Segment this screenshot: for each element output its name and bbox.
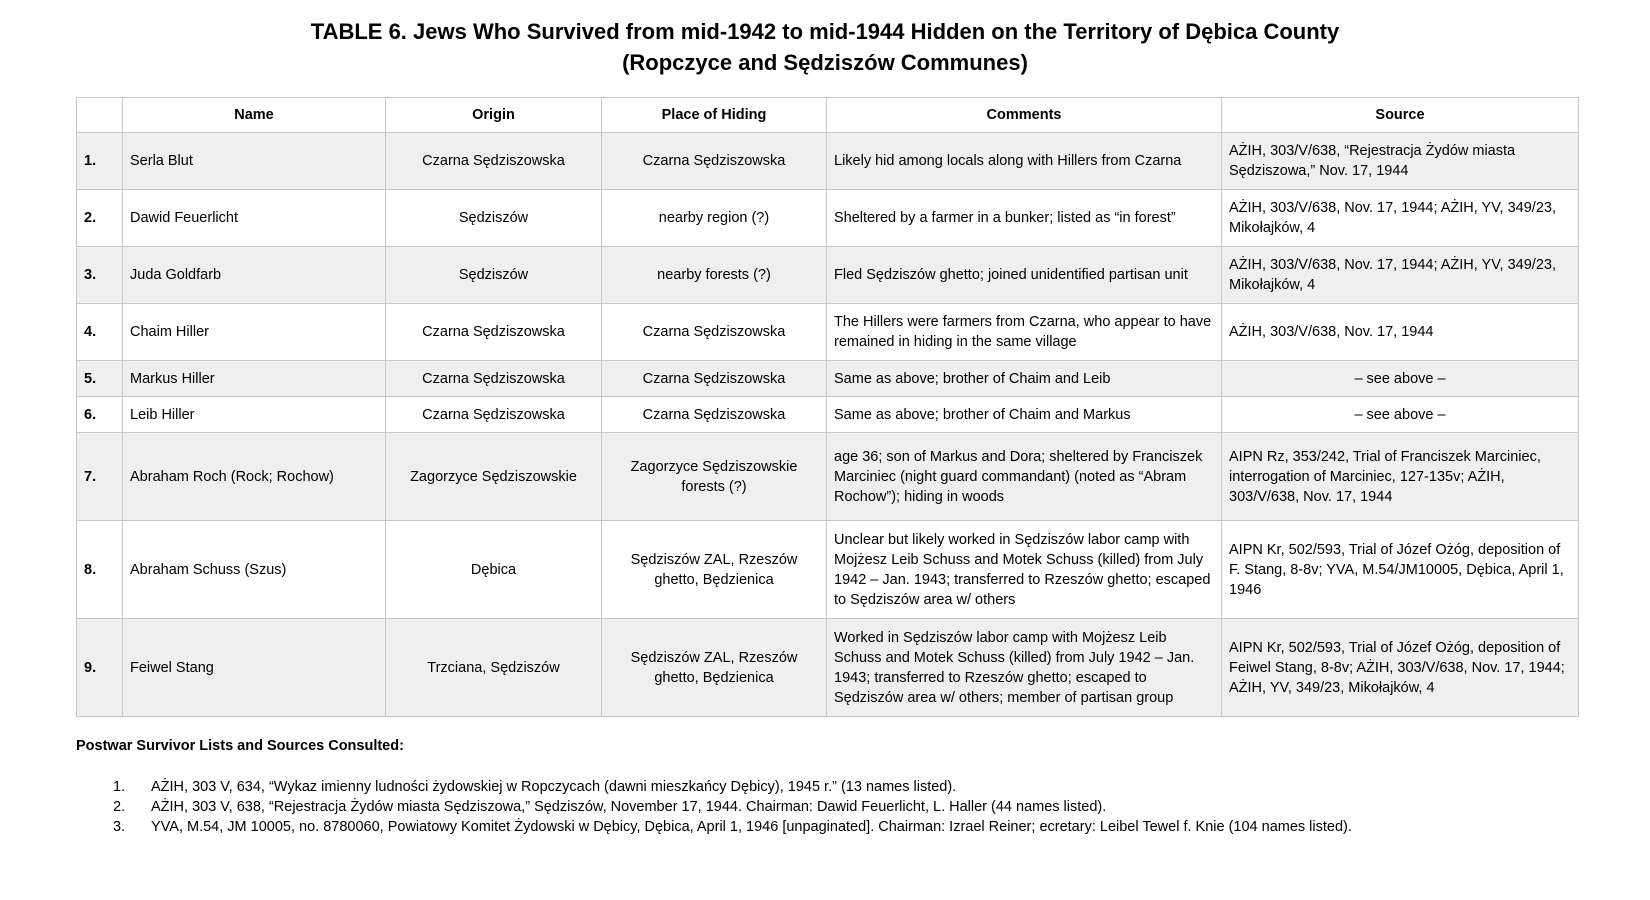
row-name: Juda Goldfarb: [123, 247, 386, 304]
row-place-of-hiding: Czarna Sędziszowska: [602, 133, 827, 190]
row-source: AŻIH, 303/V/638, Nov. 17, 1944: [1222, 304, 1579, 361]
row-source: – see above –: [1222, 397, 1579, 433]
row-origin: Zagorzyce Sędziszowskie: [386, 433, 602, 521]
list-item: [76, 797, 1576, 817]
row-origin: Dębica: [386, 521, 602, 619]
row-name: Dawid Feuerlicht: [123, 190, 386, 247]
title-line-2: (Ropczyce and Sędziszów Communes): [622, 50, 1028, 75]
row-number: 6.: [77, 397, 123, 433]
row-number: 9.: [77, 619, 123, 717]
row-comments: The Hillers were farmers from Czarna, who appear to have remained in hiding in the same village: [827, 304, 1222, 361]
row-origin: Czarna Sędziszowska: [386, 361, 602, 397]
row-name: Serla Blut: [123, 133, 386, 190]
row-number: 7.: [77, 433, 123, 521]
table-row: [77, 361, 1579, 397]
sources-list: [76, 777, 1576, 837]
row-place-of-hiding: Czarna Sędziszowska: [602, 361, 827, 397]
title-line-1: TABLE 6. Jews Who Survived from mid-1942 to mid-1944 Hidden on the Territory of Dębica County: [310, 19, 1340, 44]
row-place-of-hiding: nearby forests (?): [602, 247, 827, 304]
row-number: 8.: [77, 521, 123, 619]
list-item: [76, 777, 1576, 797]
list-item-number: 1.: [113, 779, 126, 795]
row-origin: Sędziszów: [386, 190, 602, 247]
row-number: 3.: [77, 247, 123, 304]
row-place-of-hiding: Czarna Sędziszowska: [602, 304, 827, 361]
table-row: [77, 247, 1579, 304]
header-comments: Comments: [827, 98, 1222, 133]
row-place-of-hiding: nearby region (?): [602, 190, 827, 247]
table-row: [77, 521, 1579, 619]
row-source: AŻIH, 303/V/638, Nov. 17, 1944; AŻIH, YV, 349/23, Mikołajków, 4: [1222, 247, 1579, 304]
row-name: Feiwel Stang: [123, 619, 386, 717]
table-row: [77, 433, 1579, 521]
list-item-number: 2.: [113, 799, 126, 815]
row-place-of-hiding: Sędziszów ZAL, Rzeszów ghetto, Będzienica: [602, 521, 827, 619]
row-comments: age 36; son of Markus and Dora; sheltered by Franciszek Marciniec (night guard commandant) (noted as “Abram Rochow”); hiding in woods: [827, 433, 1222, 521]
row-number: 2.: [77, 190, 123, 247]
row-origin: Czarna Sędziszowska: [386, 133, 602, 190]
row-source: AIPN Rz, 353/242, Trial of Franciszek Marciniec, interrogation of Marciniec, 127-135v; AŻIH, 303/V/638, Nov. 17, 1944: [1222, 433, 1579, 521]
row-source: – see above –: [1222, 361, 1579, 397]
row-name: Markus Hiller: [123, 361, 386, 397]
row-source: AIPN Kr, 502/593, Trial of Józef Ożóg, deposition of F. Stang, 8-8v; YVA, M.54/JM10005, Dębica, April 1, 1946: [1222, 521, 1579, 619]
row-number: 5.: [77, 361, 123, 397]
table-header-row: [77, 98, 1579, 133]
row-origin: Sędziszów: [386, 247, 602, 304]
table-row: [77, 190, 1579, 247]
row-comments: Same as above; brother of Chaim and Markus: [827, 397, 1222, 433]
list-item: [76, 817, 1576, 837]
row-number: 4.: [77, 304, 123, 361]
row-origin: Czarna Sędziszowska: [386, 397, 602, 433]
row-name: Abraham Schuss (Szus): [123, 521, 386, 619]
row-place-of-hiding: Czarna Sędziszowska: [602, 397, 827, 433]
list-item-text: YVA, M.54, JM 10005, no. 8780060, Powiatowy Komitet Żydowski w Dębicy, Dębica, April 1, 1946 [unpaginated]. Chairman: Izrael Reiner; ecretary: Leibel Tewel f. Knie (104 names listed).: [151, 819, 1352, 835]
sources-section: [76, 736, 1576, 837]
row-number: 1.: [77, 133, 123, 190]
list-item-text: AŻIH, 303 V, 638, “Rejestracja Żydów miasta Sędziszowa,” Sędziszów, November 17, 1944. Chairman: Dawid Feuerlicht, L. Haller (44 names listed).: [151, 799, 1107, 815]
row-comments: Likely hid among locals along with Hillers from Czarna: [827, 133, 1222, 190]
header-name: Name: [123, 98, 386, 133]
page-title: [0, 16, 1650, 78]
row-origin: Trzciana, Sędziszów: [386, 619, 602, 717]
table-row: [77, 397, 1579, 433]
header-number: [77, 98, 123, 133]
row-place-of-hiding: Zagorzyce Sędziszowskie forests (?): [602, 433, 827, 521]
row-comments: Unclear but likely worked in Sędziszów labor camp with Mojżesz Leib Schuss and Motek Schuss (killed) from July 1942 – Jan. 1943; transferred to Rzeszów ghetto; escaped to Sędziszów area w/ others: [827, 521, 1222, 619]
row-name: Leib Hiller: [123, 397, 386, 433]
row-place-of-hiding: Sędziszów ZAL, Rzeszów ghetto, Będzienica: [602, 619, 827, 717]
table-row: [77, 304, 1579, 361]
row-name: Abraham Roch (Rock; Rochow): [123, 433, 386, 521]
list-item-number: 3.: [113, 819, 126, 835]
sources-heading: Postwar Survivor Lists and Sources Consulted:: [76, 738, 404, 754]
header-place-of-hiding: Place of Hiding: [602, 98, 827, 133]
row-name: Chaim Hiller: [123, 304, 386, 361]
row-origin: Czarna Sędziszowska: [386, 304, 602, 361]
header-origin: Origin: [386, 98, 602, 133]
header-source: Source: [1222, 98, 1579, 133]
row-comments: Worked in Sędziszów labor camp with Mojżesz Leib Schuss and Motek Schuss (killed) from July 1942 – Jan. 1943; transferred to Rzeszów ghetto; escaped to Sędziszów area w/ others; member of partisan group: [827, 619, 1222, 717]
list-item-text: AŻIH, 303 V, 634, “Wykaz imienny ludności żydowskiej w Ropczycach (dawni mieszkańcy Dębicy), 1945 r.” (13 names listed).: [151, 779, 957, 795]
row-comments: Fled Sędziszów ghetto; joined unidentified partisan unit: [827, 247, 1222, 304]
row-source: AŻIH, 303/V/638, Nov. 17, 1944; AŻIH, YV, 349/23, Mikołajków, 4: [1222, 190, 1579, 247]
row-comments: Same as above; brother of Chaim and Leib: [827, 361, 1222, 397]
row-source: AIPN Kr, 502/593, Trial of Józef Ożóg, deposition of Feiwel Stang, 8-8v; AŻIH, 303/V/638, Nov. 17, 1944; AŻIH, YV, 349/23, Mikołajków, 4: [1222, 619, 1579, 717]
survivors-table: [76, 97, 1579, 717]
table-row: [77, 133, 1579, 190]
table-row: [77, 619, 1579, 717]
row-source: AŻIH, 303/V/638, “Rejestracja Żydów miasta Sędziszowa,” Nov. 17, 1944: [1222, 133, 1579, 190]
row-comments: Sheltered by a farmer in a bunker; listed as “in forest”: [827, 190, 1222, 247]
